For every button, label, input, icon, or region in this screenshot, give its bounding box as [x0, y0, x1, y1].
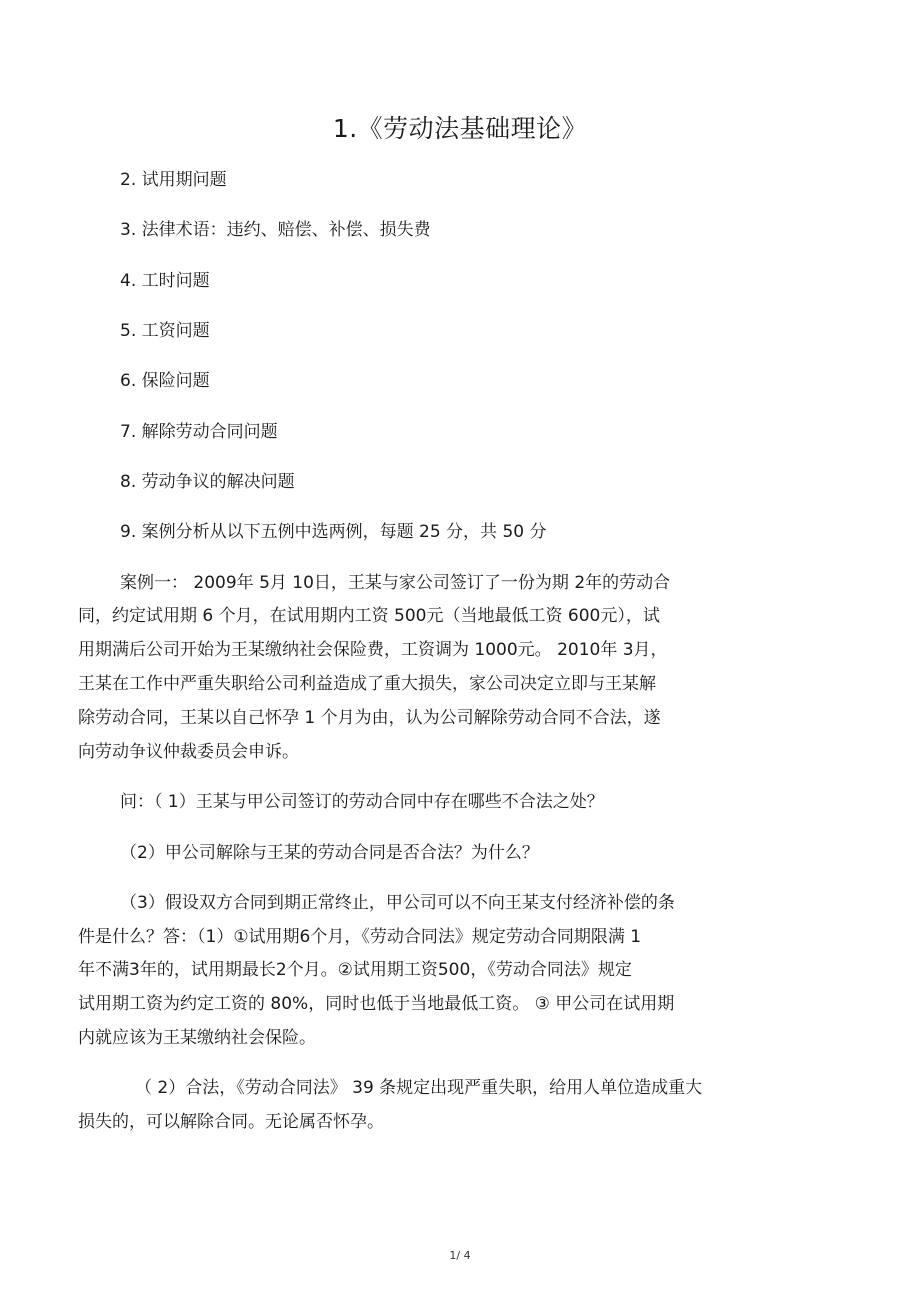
case-line: 同，约定试用期 6 个月，在试用期内工资 500元（当地最低工资 600元），试: [78, 606, 660, 626]
case-line: 案例一： 2009年 5月 10日，王某与家公司签订了一份为期 2年的劳动合: [120, 573, 671, 593]
outline-item-4: 4. 工时问题: [120, 271, 210, 291]
answer-line: 试用期工资为约定工资的 80%，同时也低于当地最低工资。 ③ 甲公司在试用期: [78, 994, 675, 1014]
outline-item-7: 7. 解除劳动合同问题: [120, 422, 278, 442]
answer-line: 年不满3年的，试用期最长2个月。②试用期工资500，《劳动合同法》规定: [78, 960, 632, 980]
outline-item-5: 5. 工资问题: [120, 321, 210, 341]
outline-item-9: 9. 案例分析从以下五例中选两例，每题 25 分，共 50 分: [120, 522, 547, 542]
page-number: 1/ 4: [449, 1249, 471, 1262]
question-two: （2）甲公司解除与王某的劳动合同是否合法？为什么？: [120, 843, 539, 863]
answer-line: （ 2）合法，《劳动合同法》 39 条规定出现严重失职，给用人单位造成重大: [135, 1078, 703, 1098]
case-line: 除劳动合同，王某以自己怀孕 1 个月为由，认为公司解除劳动合同不合法，遂: [78, 708, 661, 728]
question-one: 问：（ 1）王某与甲公司签订的劳动合同中存在哪些不合法之处？: [120, 792, 604, 812]
outline-item-3: 3. 法律术语：违约、赔偿、补偿、损失费: [120, 220, 431, 240]
outline-item-2: 2. 试用期问题: [120, 170, 227, 190]
answer-line: （3）假设双方合同到期正常终止，甲公司可以不向王某支付经济补偿的条: [120, 893, 675, 913]
answer-line: 损失的，可以解除合同。无论属否怀孕。: [78, 1112, 384, 1132]
case-line: 用期满后公司开始为王某缴纳社会保险费，工资调为 1000元。 2010年 3月，: [78, 640, 668, 660]
answer-line: 内就应该为王某缴纳社会保险。: [78, 1028, 316, 1048]
case-line: 向劳动争议仲裁委员会申诉。: [78, 742, 299, 762]
outline-item-8: 8. 劳动争议的解决问题: [120, 472, 295, 492]
case-line: 王某在工作中严重失职给公司利益造成了重大损失，家公司决定立即与王某解: [78, 674, 656, 694]
document-title: 1.《劳动法基础理论》: [332, 114, 588, 143]
answer-line: 件是什么？答：（1）①试用期6个月，《劳动合同法》规定劳动合同期限满 1: [78, 927, 642, 947]
outline-item-6: 6. 保险问题: [120, 371, 210, 391]
